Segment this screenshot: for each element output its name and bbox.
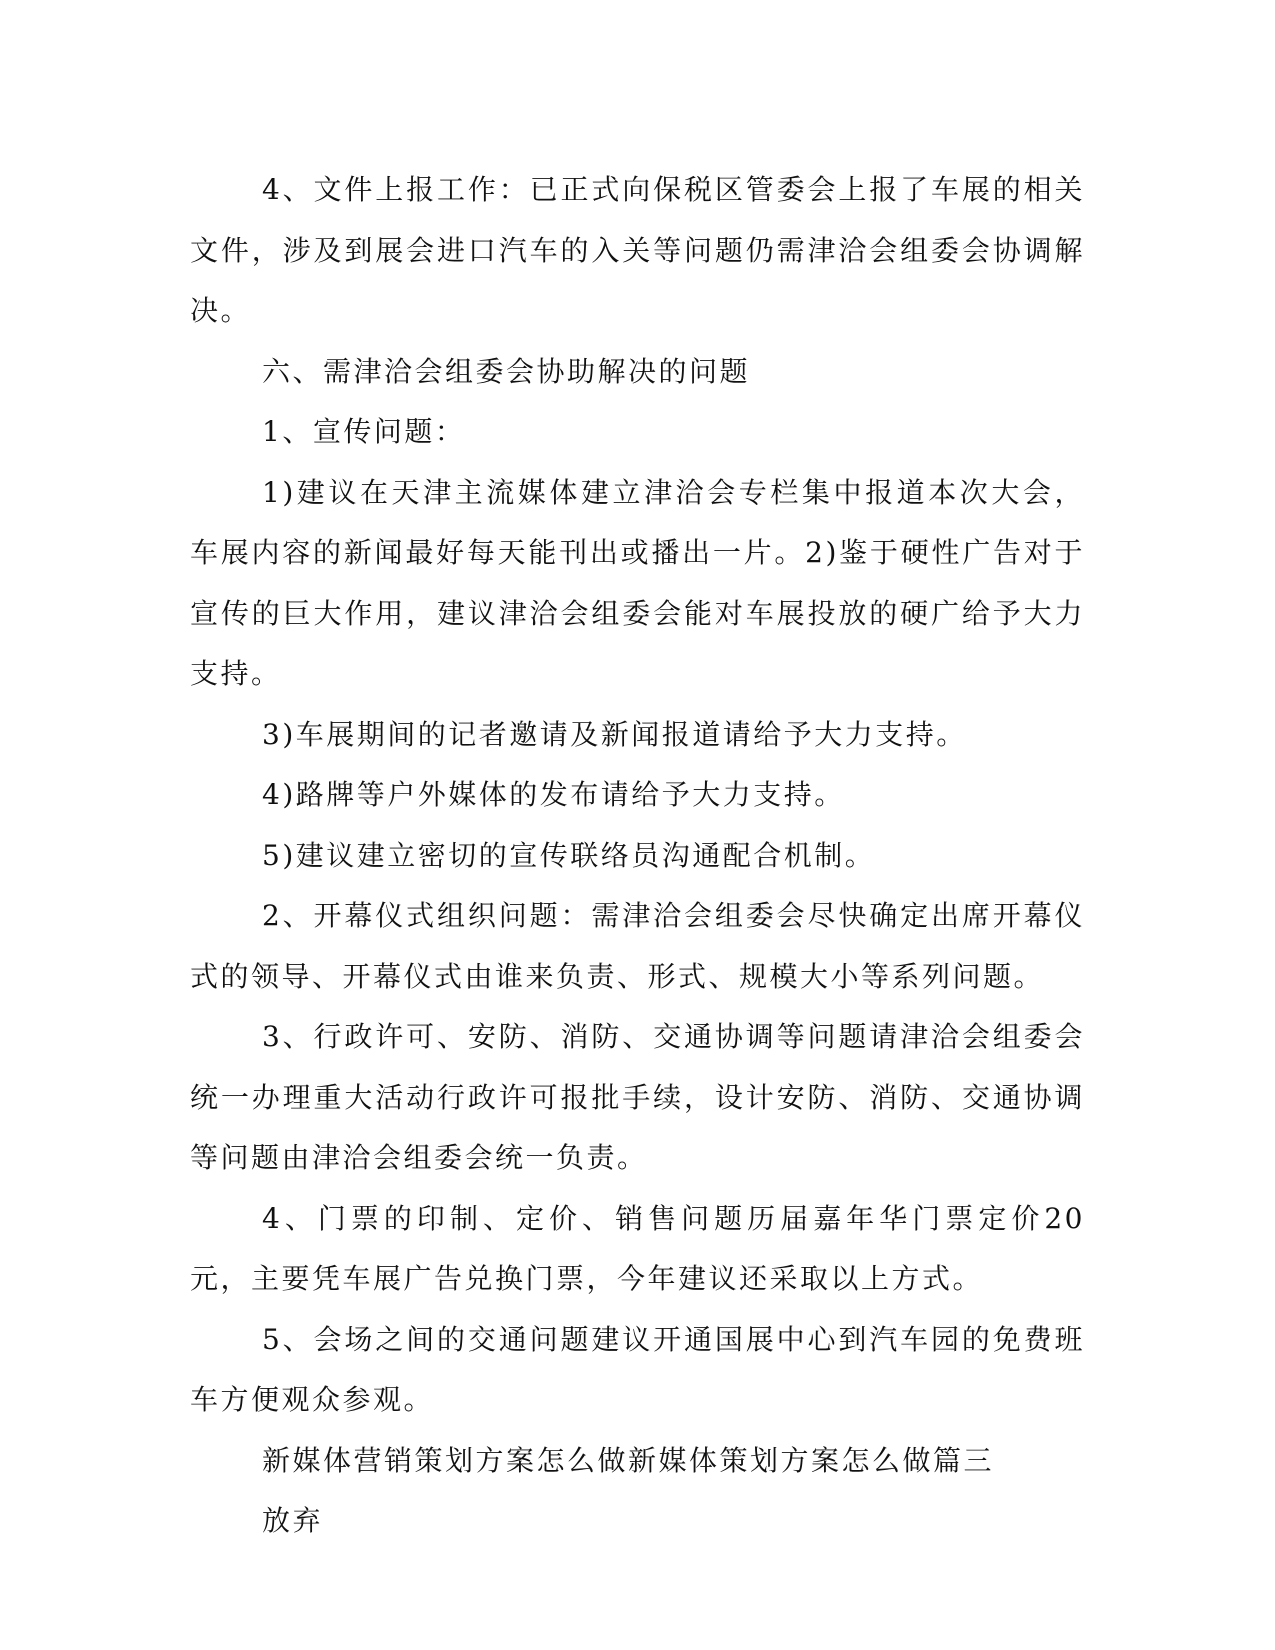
paragraph-opening-ceremony: 2、开幕仪式组织问题：需津洽会组委会尽快确定出席开幕仪式的领导、开幕仪式由谁来负责、形式、规模大小等系列问题。 [190,899,1085,993]
paragraph-publicity-1-2: 1)建议在天津主流媒体建立津洽会专栏集中报道本次大会，车展内容的新闻最好每天能刊出或播出一片。2)鉴于硬性广告对于宣传的巨大作用，建议津洽会组委会能对车展投放的硬广给予大力支持。 [190,475,1085,690]
document-body [190,160,1085,1552]
paragraph-publicity-heading: 1、宣传问题： [262,415,466,448]
paragraph-give-up: 放弃 [262,1504,324,1537]
paragraph-tickets: 4、门票的印制、定价、销售问题历届嘉年华门票定价20元，主要凭车展广告兑换门票，今年建议还采取以上方式。 [190,1201,1085,1295]
section-title-part-three: 新媒体营销策划方案怎么做新媒体策划方案怎么做篇三 [262,1443,995,1477]
paragraph-publicity-3: 3)车展期间的记者邀请及新闻报道请给予大力支持。 [262,717,967,751]
paragraph-file-report: 4、文件上报工作：已正式向保税区管委会上报了车展的相关文件，涉及到展会进口汽车的入关等问题仍需津洽会组委会协调解决。 [190,173,1085,327]
paragraph-publicity-5: 5)建议建立密切的宣传联络员沟通配合机制。 [262,838,876,872]
paragraph-transport: 5、会场之间的交通问题建议开通国展中心到汽车园的免费班车方便观众参观。 [190,1322,1085,1416]
paragraph-publicity-4: 4)路牌等户外媒体的发布请给予大力支持。 [262,778,845,811]
paragraph-permits-security: 3、行政许可、安防、消防、交通协调等问题请津洽会组委会统一办理重大活动行政许可报批手续，设计安防、消防、交通协调等问题由津洽会组委会统一负责。 [190,1020,1085,1174]
section-heading-issues: 六、需津洽会组委会协助解决的问题 [262,354,751,388]
